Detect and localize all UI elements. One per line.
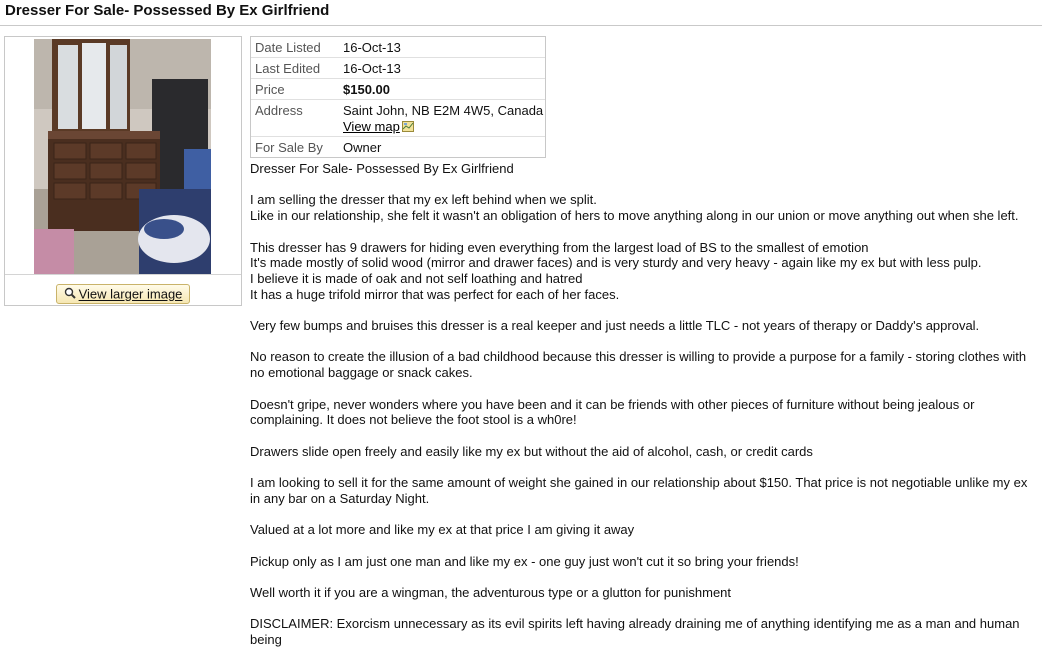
description-paragraph: Very few bumps and bruises this dresser is a real keeper and just needs a little TLC - not years of therapy or Daddy's approval.: [250, 318, 980, 334]
details-row-price: [251, 79, 545, 100]
photo-frame: [5, 37, 241, 275]
description-paragraph: It's made mostly of solid wood (mirror and drawer faces) and is very sturdy and very heavy - again like my ex but with less pulp.: [250, 255, 982, 271]
view-map-row: [343, 119, 545, 134]
address-value-cell: [343, 100, 545, 136]
description-paragraph: I am looking to sell it for the same amount of weight she gained in our relationship about $150. That price is not negotiable unlike my ex in any bar on a Saturday Night.: [250, 475, 1028, 506]
last-edited-value: 16-Oct-13: [343, 61, 401, 76]
address-value: Saint John, NB E2M 4W5, Canada: [343, 103, 544, 118]
description-paragraph: Doesn't gripe, never wonders where you have been and it can be friends with other pieces of furniture without being jealous or complaining. It does not believe the foot stool is a wh0re!: [250, 396, 975, 428]
details-row-address: [251, 100, 545, 137]
details-row-date-listed: [251, 37, 545, 58]
price-value: $150.00: [343, 82, 390, 97]
date-listed-value: 16-Oct-13: [343, 40, 401, 55]
photo-panel: [4, 36, 242, 306]
description-paragraph: Like in our relationship, she felt it wasn't an obligation of hers to move anything along in our union or move anything out when she left.: [250, 208, 1019, 224]
for-sale-by-label: For Sale By: [255, 140, 323, 155]
description-paragraph: I am selling the dresser that my ex left behind when we split.: [250, 192, 597, 208]
description-paragraph: It has a huge trifold mirror that was perfect for each of her faces.: [250, 286, 620, 302]
view-larger-image-button[interactable]: [56, 284, 190, 304]
description-paragraph: This dresser has 9 drawers for hiding even everything from the largest load of BS to the smallest of emotion: [250, 239, 869, 255]
price-label: Price: [255, 82, 285, 97]
view-larger-image-label: View larger image: [78, 286, 183, 302]
description-paragraph: I believe it is made of oak and not self loathing and hatred: [250, 270, 583, 286]
for-sale-by-value: Owner: [343, 140, 382, 155]
details-row-last-edited: [251, 58, 545, 79]
listing-details-table: [250, 36, 546, 158]
details-row-for-sale-by: [251, 137, 545, 157]
description-paragraph: DISCLAIMER: Exorcism unnecessary as its evil spirits left having already draining me of anything identifying me as a man and human being: [250, 616, 1020, 648]
listing-description: [250, 161, 1040, 648]
listing-photo[interactable]: [34, 39, 211, 274]
description-paragraph: Pickup only as I am just one man and like my ex - one guy just won't cut it so bring your friends!: [250, 553, 799, 569]
description-paragraph: No reason to create the illusion of a bad childhood because this dresser is willing to provide a purpose for a family - storing clothes with no emotional baggage or snack cakes.: [250, 349, 1027, 381]
description-heading: Dresser For Sale- Possessed By Ex Girlfriend: [250, 161, 514, 176]
page-title: Dresser For Sale- Possessed By Ex Girlfriend: [5, 2, 330, 19]
last-edited-label: Last Edited: [255, 61, 321, 76]
description-paragraph: Well worth it if you are a wingman, the adventurous type or a glutton for punishment: [250, 584, 732, 600]
description-paragraph: Valued at a lot more and like my ex at that price I am giving it away: [250, 522, 635, 538]
address-label: Address: [255, 103, 303, 118]
title-divider: [0, 25, 1042, 26]
map-icon[interactable]: [402, 120, 414, 131]
description-paragraph: Drawers slide open freely and easily like my ex but without the aid of alcohol, cash, or credit cards: [250, 443, 813, 459]
view-map-link[interactable]: View map: [343, 119, 400, 134]
date-listed-label: Date Listed: [255, 40, 321, 55]
magnifier-icon: [64, 286, 76, 304]
